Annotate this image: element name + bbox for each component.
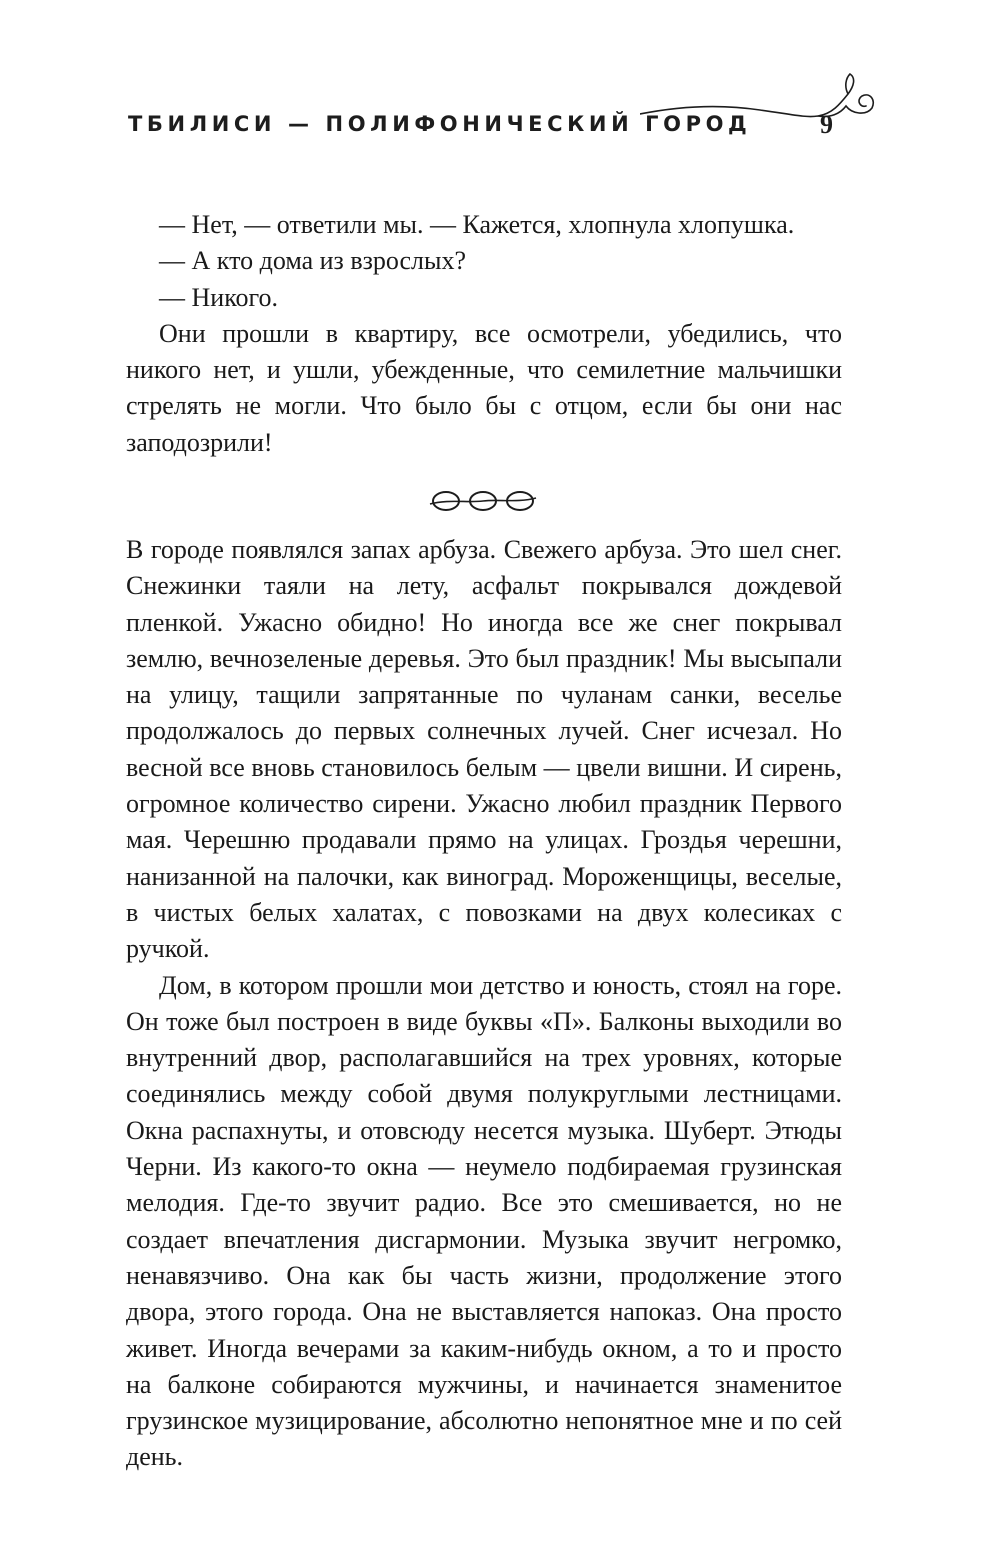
three-circles-ornament-icon <box>428 486 538 516</box>
running-header-title: ТБИЛИСИ — ПОЛИФОНИЧЕСКИЙ ГОРОД <box>128 112 752 136</box>
paragraph: Дом, в котором прошли мои детство и юность, стоял на горе. Он тоже был построен в виде буквы «П». Балконы выходили во внутренний двор, располагавшийся на трех уровнях, которые соединялись между собой двумя полукруглыми лестницами. Окна распахнуты, и отовсюду несется музыка. Шуберт. Этюды Черни. Из какого-то окна — неумело подбираемая грузинская мелодия. Где-то звучит радио. Все это смешивается, но не создает впечатления дисгармонии. Музыка звучит негромко, ненавязчиво. Она как бы часть жизни, продолжение этого двора, этого города. Она не выставляется напоказ. Она просто живет. Иногда вечерами за каким-нибудь окном, а то и просто на балконе собираются мужчины, и начинается знаменитое грузинское музицирование, абсолютно непонятное мне и по сей день. <box>126 970 842 1472</box>
text-section-1 <box>126 207 842 461</box>
dialogue-line: — Никого. <box>159 282 279 312</box>
dialogue-line: — А кто дома из взрослых? <box>159 246 467 276</box>
paragraph: В городе появлялся запах арбуза. Свежего арбуза. Это шел снег. Снежинки таяли на лету, асфальт покрывался дождевой пленкой. Ужасно обидно! Но иногда все же снег покрывал землю, вечнозеленые деревья. Это был праздник! Мы высыпали на улицу, тащили запрятанные по чуланам санки, веселье продолжалось до первых солнечных лучей. Снег исчезал. Но весной все вновь становилось белым — цвели вишни. И сирень, огромное количество сирени. Ужасно любил праздник Первого мая. Черешню продавали прямо на улицах. Гроздья черешни, нанизанной на палочки, как виноград. Мороженщицы, веселые, в чистых белых халатах, с повозками на двух колесиках с ручкой. <box>126 535 842 964</box>
flourish-icon <box>640 70 880 150</box>
page-number: 9 <box>820 110 833 139</box>
paragraph: Они прошли в квартиру, все осмотрели, убедились, что никого нет, и ушли, убежденные, что семилетние мальчишки стрелять не могли. Что было бы с отцом, если бы они нас заподозрили! <box>126 318 842 457</box>
dialogue-line: — Нет, — ответили мы. — Кажется, хлопнула хлопушка. <box>159 210 795 239</box>
text-section-2 <box>126 532 842 1476</box>
